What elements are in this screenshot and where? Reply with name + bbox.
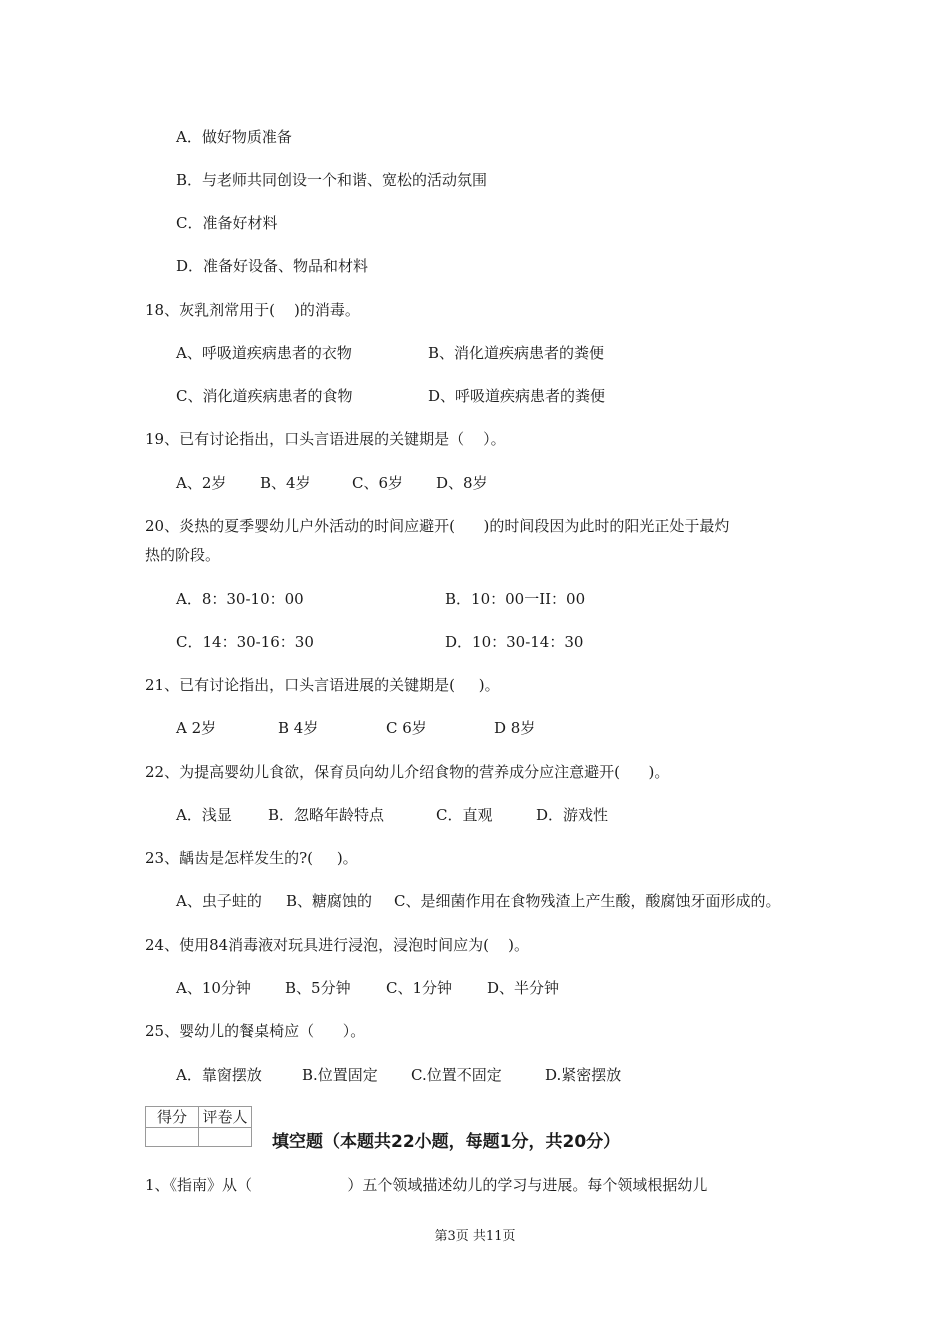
q23-option-a: A、虫子蛀的	[176, 892, 262, 910]
q25-option-d: D.紧密摆放	[545, 1066, 622, 1084]
q18-option-b: B、消化道疾病患者的粪便	[428, 344, 605, 362]
q23-stem: 23、龋齿是怎样发生的?( )。	[145, 849, 358, 867]
q25-stem: 25、婴幼儿的餐桌椅应（ ）。	[145, 1022, 366, 1040]
q22-option-b: B．忽略年龄特点	[268, 806, 385, 824]
q18-option-a: A、呼吸道疾病患者的衣物	[176, 344, 352, 362]
q25-option-b: B.位置固定	[302, 1066, 378, 1084]
q25-option-c: C.位置不固定	[411, 1066, 502, 1084]
q17-option-b: B．与老师共同创设一个和谐、宽松的活动氛围	[176, 171, 488, 189]
q18-stem: 18、灰乳剂常用于( )的消毒。	[145, 301, 360, 319]
q22-option-d: D．游戏性	[536, 806, 609, 824]
q24-option-b: B、5分钟	[285, 979, 351, 997]
q17-option-a: A．做好物质准备	[176, 128, 292, 146]
q21-stem: 21、已有讨论指出，口头言语进展的关键期是( )。	[145, 676, 500, 694]
q19-option-b: B、4岁	[260, 474, 311, 492]
q22-option-a: A．浅显	[176, 806, 232, 824]
q17-option-d: D．准备好设备、物品和材料	[176, 257, 369, 275]
q20-stem-line1: 20、炎热的夏季婴幼儿户外活动的时间应避开( )的时间段因为此时的阳光正处于最灼	[145, 517, 730, 535]
q24-stem: 24、使用84消毒液对玩具进行浸泡，浸泡时间应为( )。	[145, 936, 529, 954]
q19-option-a: A、2岁	[176, 474, 227, 492]
q18-option-d: D、呼吸道疾病患者的粪便	[428, 387, 606, 405]
q24-option-a: A、10分钟	[176, 979, 251, 997]
q21-option-b: B 4岁	[278, 719, 319, 737]
q22-stem: 22、为提高婴幼儿食欲，保育员向幼儿介绍食物的营养成分应注意避开( )。	[145, 763, 670, 781]
q20-option-a: A．8：30-10：00	[176, 590, 304, 608]
q20-option-c: C．14：30-16：30	[176, 633, 314, 651]
fill-q1-stem: 1、《指南》从（ ）五个领域描述幼儿的学习与进展。每个领域根据幼儿	[145, 1176, 708, 1194]
q19-stem: 19、已有讨论指出，口头言语进展的关键期是（ ）。	[145, 430, 506, 448]
score-box	[145, 1106, 252, 1147]
q17-option-c: C．准备好材料	[176, 214, 278, 232]
section-title: 填空题（本题共22小题，每题1分，共20分）	[272, 1132, 621, 1152]
q21-option-c: C 6岁	[386, 719, 427, 737]
q20-stem-line2: 热的阶段。	[145, 546, 221, 564]
q23-option-c: C、是细菌作用在食物残渣上产生酸，酸腐蚀牙面形成的。	[394, 892, 781, 910]
score-label: 得分	[146, 1107, 199, 1128]
score-cell	[146, 1128, 199, 1147]
q18-option-c: C、消化道疾病患者的食物	[176, 387, 353, 405]
q23-option-b: B、糖腐蚀的	[286, 892, 373, 910]
q24-option-c: C、1分钟	[386, 979, 453, 997]
grader-label: 评卷人	[199, 1107, 252, 1128]
q22-option-c: C．直观	[436, 806, 493, 824]
q19-option-d: D、8岁	[436, 474, 488, 492]
q20-option-d: D．10：30-14：30	[445, 633, 584, 651]
page-footer: 第3页 共11页	[434, 1229, 516, 1244]
q24-option-d: D、半分钟	[487, 979, 560, 997]
q25-option-a: A．靠窗摆放	[176, 1066, 262, 1084]
q20-option-b: B．10：00一II：00	[445, 590, 586, 608]
q21-option-a: A 2岁	[176, 719, 217, 737]
grader-cell	[199, 1128, 252, 1147]
q21-option-d: D 8岁	[494, 719, 536, 737]
q19-option-c: C、6岁	[352, 474, 404, 492]
